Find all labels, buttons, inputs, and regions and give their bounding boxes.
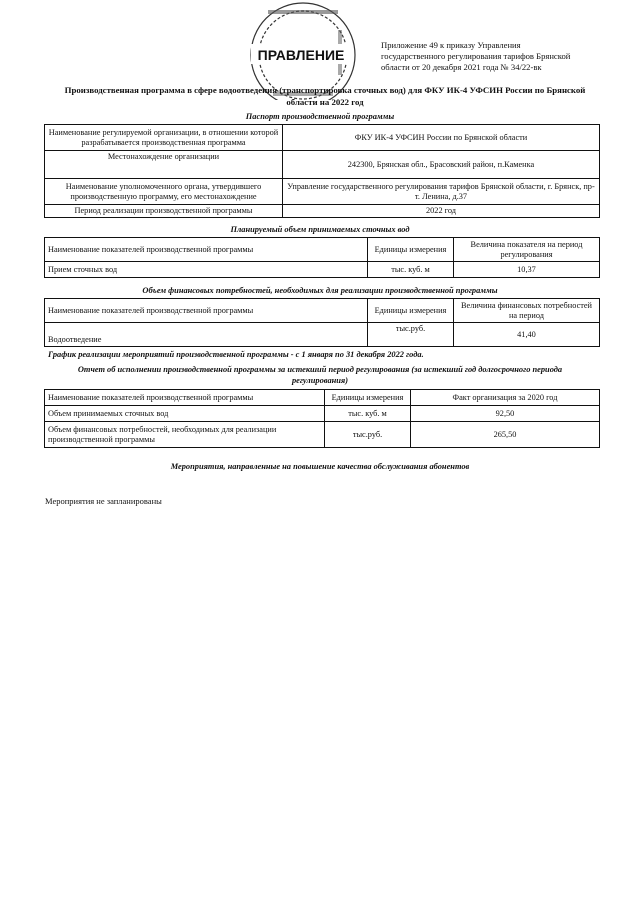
table-row xyxy=(45,390,600,406)
row-value: 41,40 xyxy=(454,323,600,347)
passport-value: Управление государственного регулирования тарифов Брянской области, г. Брянск, пр-т. Ленина, д.37 xyxy=(283,179,600,205)
measures-text: Мероприятия не запланированы xyxy=(45,496,162,506)
column-header: Единицы измерения xyxy=(368,299,454,323)
table-row xyxy=(45,125,600,151)
appendix-note xyxy=(381,40,616,73)
passport-value: ФКУ ИК-4 УФСИН России по Брянской области xyxy=(283,125,600,151)
column-header: Величина показателя на период регулирования xyxy=(454,238,600,262)
passport-label: Местонахождение организации xyxy=(45,151,283,179)
report-heading-line: регулирования) xyxy=(291,376,349,385)
table-row xyxy=(45,323,600,347)
row-name: Объем принимаемых сточных вод xyxy=(45,406,325,422)
row-value: 10,37 xyxy=(454,262,600,278)
row-name: Объем финансовых потребностей, необходимых для реализации производственной программы xyxy=(45,422,325,448)
row-value: 92,50 xyxy=(411,406,600,422)
measures-heading: Мероприятия, направленные на повышение качества обслуживания абонентов xyxy=(170,462,470,471)
row-value: 265,50 xyxy=(411,422,600,448)
schedule-text: График реализации мероприятий производственной программы - с 1 января по 31 декабря 2022 года. xyxy=(48,350,424,359)
passport-label: Наименование регулируемой организации, в отношении которой разрабатывается производственная программа xyxy=(45,125,283,151)
column-header: Единицы измерения xyxy=(325,390,411,406)
planned-table xyxy=(44,237,600,278)
passport-table xyxy=(44,124,600,218)
table-row xyxy=(45,262,600,278)
column-header: Наименование показателей производственной программы xyxy=(45,238,368,262)
row-unit: тыс.руб. xyxy=(325,422,411,448)
report-heading-line: Отчет об исполнении производственной программы за истекший период регулирования (за истекший год долгосрочного периода xyxy=(77,365,563,374)
seal-text: ПРАВЛЕНИЕ xyxy=(257,47,345,63)
table-row xyxy=(45,151,600,179)
column-header: Величина финансовых потребностей на период xyxy=(454,299,600,323)
row-unit: тыс. куб. м xyxy=(368,262,454,278)
appendix-line: государственного регулирования тарифов Брянской xyxy=(381,51,571,61)
passport-value: 242300, Брянская обл., Брасовский район, п.Каменка xyxy=(283,151,600,179)
passport-heading: Паспорт производственной программы xyxy=(245,112,395,121)
finance-heading: Объем финансовых потребностей, необходимых для реализации производственной программы xyxy=(142,286,498,295)
passport-label: Наименование уполномоченного органа, утвердившего производственную программу, его местонахождение xyxy=(45,179,283,205)
table-row xyxy=(45,422,600,448)
column-header: Единицы измерения xyxy=(368,238,454,262)
title-line: области на 2022 год xyxy=(286,97,364,107)
row-unit: тыс.руб. xyxy=(368,323,454,347)
table-row xyxy=(45,179,600,205)
report-table xyxy=(44,389,600,448)
column-header: Наименование показателей производственной программы xyxy=(45,390,325,406)
appendix-line: Приложение 49 к приказу Управления xyxy=(381,40,521,50)
title-line: Производственная программа в сфере водоотведения (транспортировка сточных вод) для ФКУ ИК-4 УФСИН России по Брянской xyxy=(64,85,586,95)
table-row xyxy=(45,299,600,323)
row-name: Водоотведение xyxy=(45,323,368,347)
document-title xyxy=(40,84,610,108)
planned-heading: Планируемый объем принимаемых сточных вод xyxy=(230,225,410,234)
appendix-line: области от 20 декабря 2021 года № 34/22-вк xyxy=(381,62,542,72)
table-row xyxy=(45,238,600,262)
column-header: Факт организация за 2020 год xyxy=(411,390,600,406)
passport-value: 2022 год xyxy=(283,205,600,218)
column-header: Наименование показателей производственной программы xyxy=(45,299,368,323)
table-row xyxy=(45,205,600,218)
row-name: Прием сточных вод xyxy=(45,262,368,278)
table-row xyxy=(45,406,600,422)
row-unit: тыс. куб. м xyxy=(325,406,411,422)
report-heading xyxy=(40,364,600,386)
passport-label: Период реализации производственной программы xyxy=(45,205,283,218)
finance-table xyxy=(44,298,600,347)
